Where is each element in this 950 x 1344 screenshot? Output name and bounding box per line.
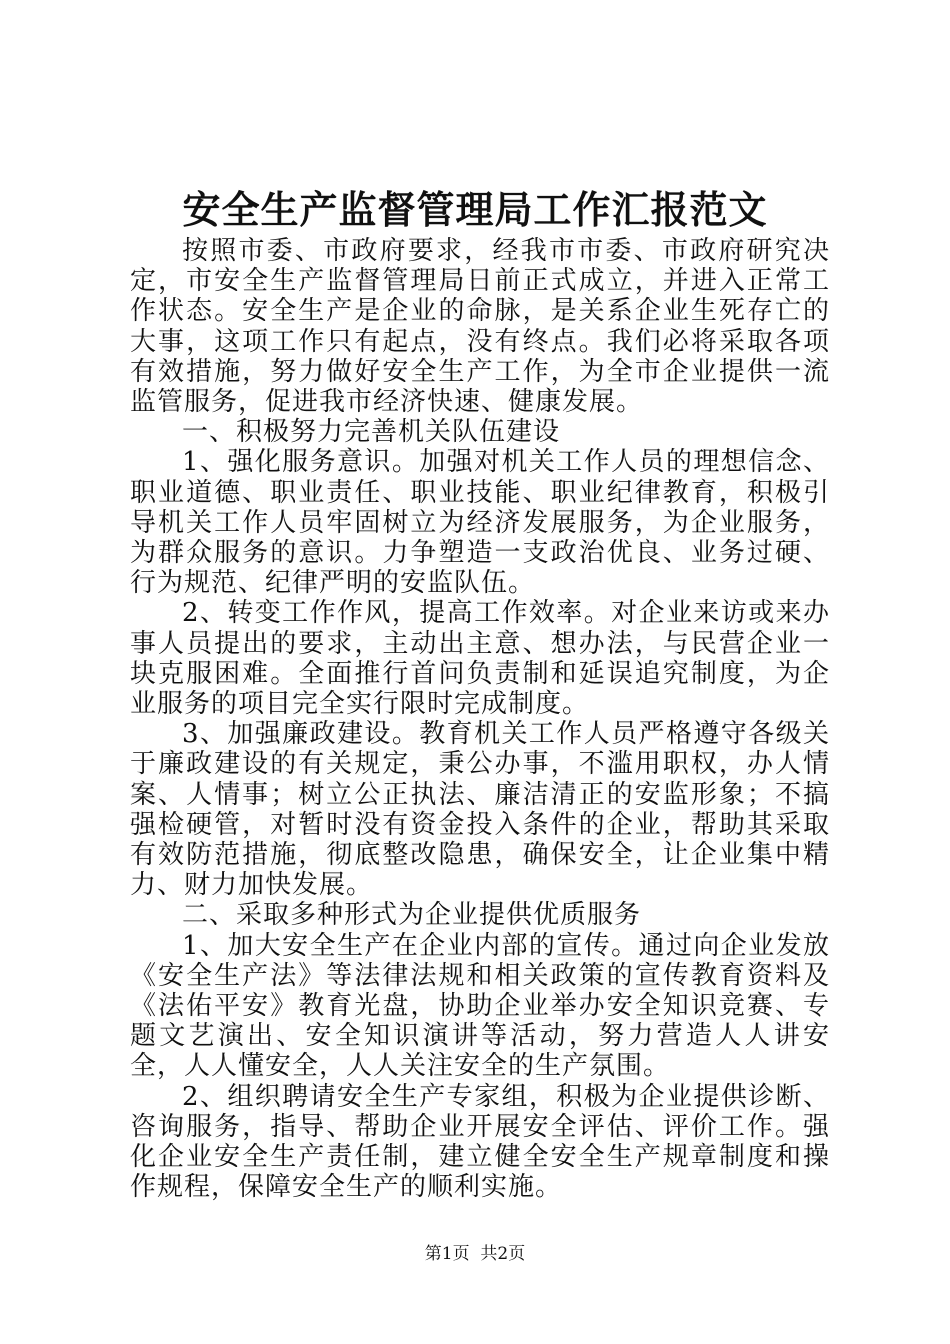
section-heading-2: 二、采取多种形式为企业提供优质服务 xyxy=(182,900,642,931)
paragraph-1-2: 2、转变工作作风，提高工作效率。对企业来访或来办事人员提出的要求，主动出主意、想办法，与民营企业一块克服困难。全面推行首问负责制和延误追究制度，为企业服务的项目完全实行限时完成制度。 xyxy=(130,598,830,720)
paragraph-intro: 按照市委、市政府要求，经我市市委、市政府研究决定，市安全生产监督管理局日前正式成立，并进入正常工作状态。安全生产是企业的命脉，是关系企业生死存亡的大事，这项工作只有起点，没有终点。我们必将采取各项有效措施，努力做好安全生产工作，为全市企业提供一流监管服务，促进我市经济快速、健康发展。 xyxy=(130,236,830,418)
page-number: 第1页 共2页 xyxy=(424,1244,526,1264)
paragraph-2-1: 1、加大安全生产在企业内部的宣传。通过向企业发放《安全生产法》等法律法规和相关政策的宣传教育资料及《法佑平安》教育光盘，协助企业举办安全知识竞赛、专题文艺演出、安全知识演讲等活动，努力营造人人讲安全，人人懂安全，人人关注安全的生产氛围。 xyxy=(130,930,830,1082)
paragraph-2-2: 2、组织聘请安全生产专家组，积极为企业提供诊断、咨询服务，指导、帮助企业开展安全评估、评价工作。强化企业安全生产责任制，建立健全安全生产规章制度和操作规程，保障安全生产的顺利实施。 xyxy=(130,1081,830,1203)
document-title: 安全生产监督管理局工作汇报范文 xyxy=(182,187,768,232)
paragraph-1-3: 3、加强廉政建设。教育机关工作人员严格遵守各级关于廉政建设的有关规定，秉公办事，不滥用职权，办人情案、人情事；树立公正执法、廉洁清正的安监形象；不搞强检硬管，对暂时没有资金投入条件的企业，帮助其采取有效防范措施，彻底整改隐患，确保安全，让企业集中精力、财力加快发展。 xyxy=(130,719,830,901)
page-footer xyxy=(0,1242,950,1266)
document-body xyxy=(130,236,830,1203)
section-heading-1: 一、积极努力完善机关队伍建设 xyxy=(182,417,561,448)
paragraph-1-1: 1、强化服务意识。加强对机关工作人员的理想信念、职业道德、职业责任、职业技能、职业纪律教育，积极引导机关工作人员牢固树立为经济发展服务，为企业服务，为群众服务的意识。力争塑造一支政治优良、业务过硬、行为规范、纪律严明的安监队伍。 xyxy=(130,447,830,599)
